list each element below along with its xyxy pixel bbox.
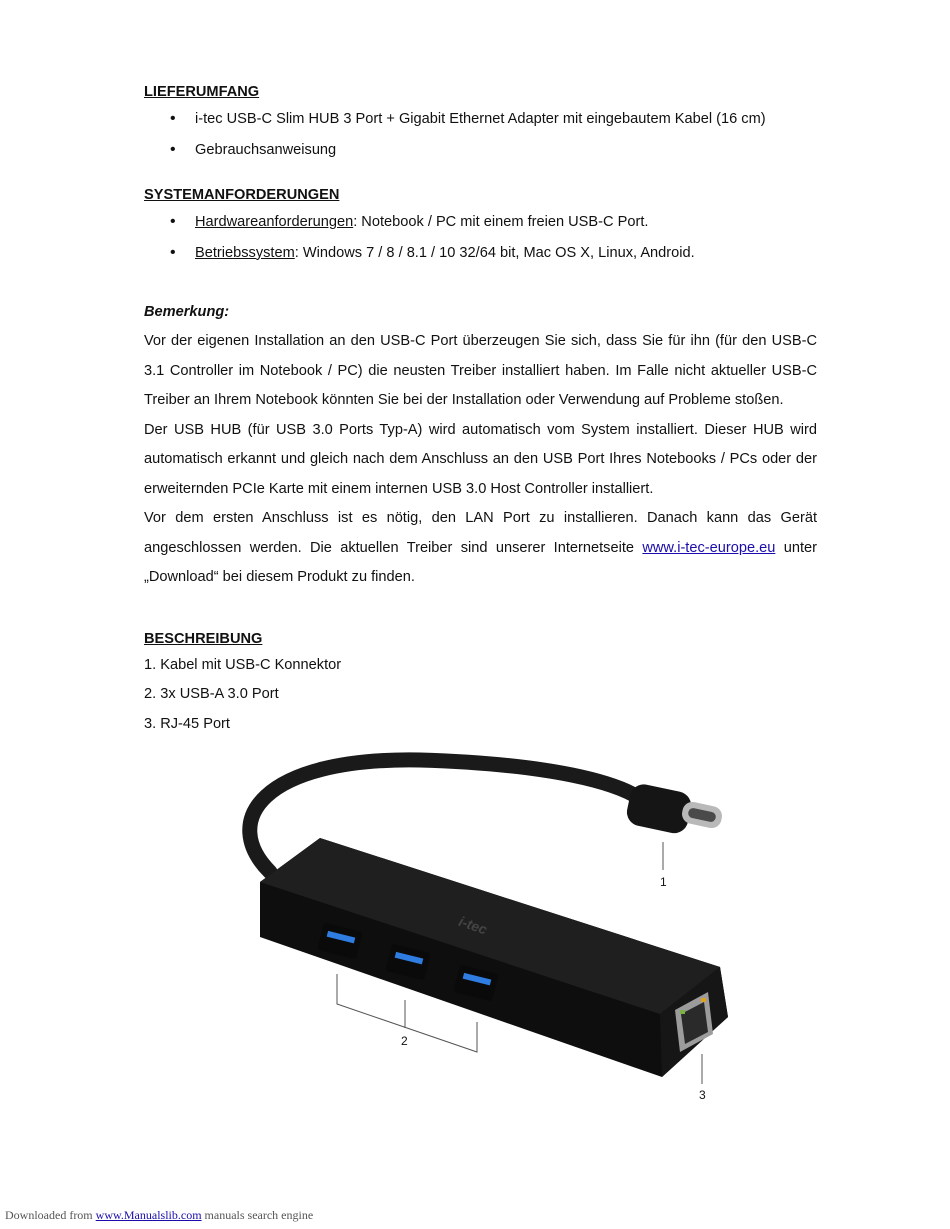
usb-hub-illustration (220, 752, 740, 1112)
footer-suffix: manuals search engine (201, 1208, 314, 1222)
remark-paragraph-3 (144, 504, 817, 593)
footer-link[interactable]: www.Manualslib.com (95, 1208, 202, 1222)
remark-heading: Bemerkung: (144, 304, 230, 320)
scope-list (144, 104, 817, 165)
requirement-label-hardware: Hardwareanforderungen (195, 214, 354, 230)
requirement-label-os: Betriebssystem (195, 244, 295, 261)
requirements-heading: SYSTEMANFORDERUNGEN (144, 187, 340, 203)
remark-paragraph-3-tail: unter „Download“ bei diesem Produkt zu finden. (144, 539, 817, 585)
requirement-text-os: : Windows 7 / 8 / 8.1 / 10 32/64 bit, Mac OS X, Linux, Android. (294, 244, 695, 261)
requirements-list (144, 207, 817, 268)
remark-paragraph-1: Vor der eigenen Installation an den USB-C Port überzeugen Sie sich, dass Sie für ihn (für den USB-C 3.1 Controller im Notebook / PC) die neusten Treiber installiert haben. Im Falle nicht aktueller USB-C Treiber an Ihrem Notebook könnten Sie bei der Installation oder Verwendung auf Probleme stoßen. (144, 333, 817, 408)
description-item-3: 3. RJ-45 Port (144, 715, 230, 732)
description-item-1: 1. Kabel mit USB-C Konnektor (144, 656, 342, 673)
usb-c-connector (624, 782, 724, 836)
product-figure (220, 752, 740, 1112)
list-item (144, 207, 817, 238)
remark-paragraph-3-text: Vor dem ersten Anschluss ist es nötig, den LAN Port zu installieren. Danach kann das Gerät angeschlossen werden. Die aktuellen Treiber sind unserer Internetseite (144, 510, 817, 556)
scope-heading: LIEFERUMFANG (144, 84, 260, 100)
callout-label-1: 1 (660, 875, 667, 889)
callout-label-2: 2 (401, 1034, 408, 1048)
callout-label-3: 3 (699, 1088, 706, 1102)
website-link[interactable]: www.i-tec-europe.eu (642, 539, 776, 556)
remark-paragraph-2: Der USB HUB (für USB 3.0 Ports Typ-A) wird automatisch vom System installiert. Dieser HUB wird automatisch erkannt und gleich nach dem Anschluss an den USB Port Ihres Notebooks / PCs oder der erweiternden PCIe Karte mit einem internen USB 3.0 Host Controller installiert. (144, 421, 817, 497)
footer-prefix: Downloaded from (5, 1208, 96, 1222)
document-body (144, 80, 817, 739)
description-heading: BESCHREIBUNG (144, 630, 263, 647)
itec-logo: i-tec (456, 912, 490, 938)
hub-body (260, 838, 728, 1077)
list-item: • i-tec USB-C Slim HUB 3 Port + Gigabit Ethernet Adapter mit eingebautem Kabel (16 cm) (144, 104, 817, 135)
list-item (144, 238, 817, 269)
footer (5, 1208, 313, 1223)
requirement-text-hardware: : Notebook / PC mit einem freien USB-C Port. (353, 214, 649, 230)
list-item: • Gebrauchsanweisung (144, 135, 817, 166)
description-item-2: 2. 3x USB-A 3.0 Port (144, 686, 279, 702)
